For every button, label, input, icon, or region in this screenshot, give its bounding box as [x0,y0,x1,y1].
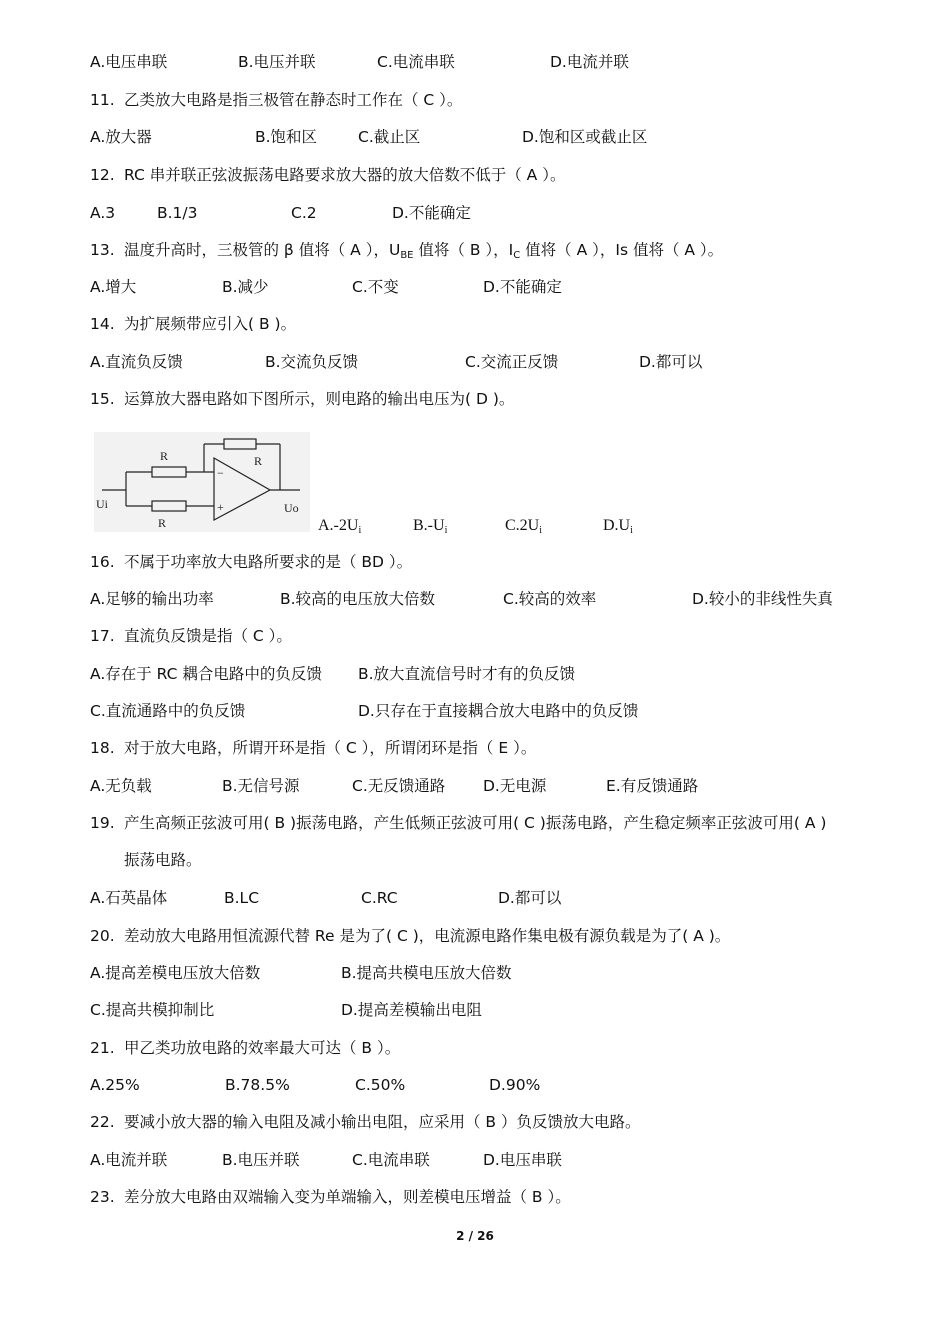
answer-option: A.3 [90,204,116,222]
answer-option: B.LC [224,889,260,907]
question-number: 14. [90,315,115,333]
question-text: 甲乙类功放电路的效率最大可达（ B ）。 [124,1039,401,1057]
answer-option: D.无电源 [483,777,547,795]
question-text: 运算放大器电路如下图所示，则电路的输出电压为( D )。 [124,390,515,408]
answer-option: B.较高的电压放大倍数 [280,590,436,608]
question-line [90,314,296,334]
answer-option: C.电流串联 [377,53,455,71]
answer-option: B.无信号源 [222,777,300,795]
question-number: 21. [90,1039,115,1057]
answer-option: C.2 [291,204,317,222]
question-number: 11. [90,91,115,109]
answer-option: C.直流通路中的负反馈 [90,702,246,720]
answer-option: A.放大器 [90,128,152,146]
question-number: 12. [90,166,115,184]
question-13: 13. 温度升高时，三极管的 β 值将（ A ），$U_{BE}$ 值将（ B ），$I_C$ 值将（ A ），Is 值将（ A ）。 [90,241,724,261]
answer-option: C.不变 [352,278,399,296]
label-output: Uo [284,501,299,515]
answer-option: D.提高差模输出电阻 [341,1001,482,1019]
question-line [90,389,514,409]
question-number: 13. [90,241,115,259]
question-number: 15. [90,390,115,408]
question-text: 差分放大电路由双端输入变为单端输入，则差模电压增益（ B ）。 [124,1188,571,1206]
answer-option: A.直流负反馈 [90,353,183,371]
question-text: RC 串并联正弦波振荡电路要求放大器的放大倍数不低于（ A ）。 [124,166,566,184]
label-plus: + [217,500,224,514]
question-line [90,626,292,646]
question-text: 振荡电路。 [124,851,202,869]
question-line [90,165,565,185]
answer-option: B.电压并联 [222,1151,300,1169]
answer-option: A.存在于 RC 耦合电路中的负反馈 [90,665,322,683]
question-text: 不属于功率放大电路所要求的是（ BD ）。 [124,553,413,571]
answer-option: C.截止区 [358,128,421,146]
answer-option: C.提高共模抑制比 [90,1001,215,1019]
label-r-feedback: R [254,454,263,468]
answer-option: A.足够的输出功率 [90,590,214,608]
question-number: 17. [90,627,115,645]
answer-option: A.无负载 [90,777,152,795]
label-r-top: R [160,449,169,463]
question-line [90,1038,400,1058]
question-number: 22. [90,1113,115,1131]
question-line [90,90,462,110]
answer-option: C.无反馈通路 [352,777,446,795]
answer-option: C.电流串联 [352,1151,430,1169]
answer-option: D.电流并联 [550,53,629,71]
answer-option: B.电压并联 [238,53,316,71]
answer-option: B.提高共模电压放大倍数 [341,964,512,982]
answer-option: D.只存在于直接耦合放大电路中的负反馈 [358,702,639,720]
answer-option: D.90% [489,1076,541,1094]
question-line [90,813,826,833]
answer-option: $D.U_i$ [603,517,633,536]
answer-option: A.电流并联 [90,1151,168,1169]
answer-option: D.都可以 [498,889,562,907]
answer-option: B.交流负反馈 [265,353,359,371]
question-text: 对于放大电路，所谓开环是指（ C ），所谓闭环是指（ E ）。 [124,739,537,757]
answer-option: C.RC [361,889,398,907]
question-line [90,552,412,572]
answer-option: A.石英晶体 [90,889,168,907]
answer-option: D.较小的非线性失真 [692,590,833,608]
question-text: 要减小放大器的输入电阻及减小输出电阻，应采用（ B ）负反馈放大电路。 [124,1113,641,1131]
answer-option: C.较高的效率 [503,590,597,608]
label-minus: − [217,466,224,480]
answer-option: A.提高差模电压放大倍数 [90,964,261,982]
label-r-bottom: R [158,516,167,530]
question-number: 16. [90,553,115,571]
question-number: 18. [90,739,115,757]
question-line [90,738,536,758]
answer-option: C.交流正反馈 [465,353,559,371]
answer-option: $B.-U_i$ [413,517,448,536]
question-number: 19. [90,814,115,832]
answer-option: B.1/3 [157,204,198,222]
question-number: 20. [90,927,115,945]
answer-option: A.电压串联 [90,53,168,71]
answer-option: B.饱和区 [255,128,318,146]
answer-option: D.饱和区或截止区 [522,128,648,146]
answer-option: D.不能确定 [483,278,562,296]
answer-option: D.不能确定 [392,204,471,222]
op-amp-circuit-diagram [94,432,310,532]
answer-option: D.电压串联 [483,1151,562,1169]
answer-option: D.都可以 [639,353,703,371]
label-input: Ui [96,497,108,511]
question-text: 为扩展频带应引入( B )。 [124,315,297,333]
page-footer: 2 / 26 [456,1229,494,1243]
answer-option: A.增大 [90,278,137,296]
question-text: 直流负反馈是指（ C ）。 [124,627,292,645]
question-text: 差动放大电路用恒流源代替 Re 是为了( C )，电流源电路作集电极有源负载是为了( A )。 [124,927,731,945]
answer-option: B.减少 [222,278,269,296]
answer-option: B.放大直流信号时才有的负反馈 [358,665,576,683]
question-line [90,1187,571,1207]
question-text: 乙类放大电路是指三极管在静态时工作在（ C ）。 [124,91,463,109]
answer-option: $C.2U_i$ [505,517,543,536]
answer-option: $A.-2U_i$ [318,517,362,536]
answer-option: A.25% [90,1076,140,1094]
question-line [90,1112,641,1132]
question-number: 23. [90,1188,115,1206]
question-line [90,926,730,946]
answer-option: B.78.5% [225,1076,290,1094]
question-continuation [124,850,202,870]
answer-option: C.50% [355,1076,406,1094]
question-text: 产生高频正弦波可用( B )振荡电路，产生低频正弦波可用( C )振荡电路，产生稳定频率正弦波可用( A ) [124,814,827,832]
answer-option: E.有反馈通路 [606,777,699,795]
